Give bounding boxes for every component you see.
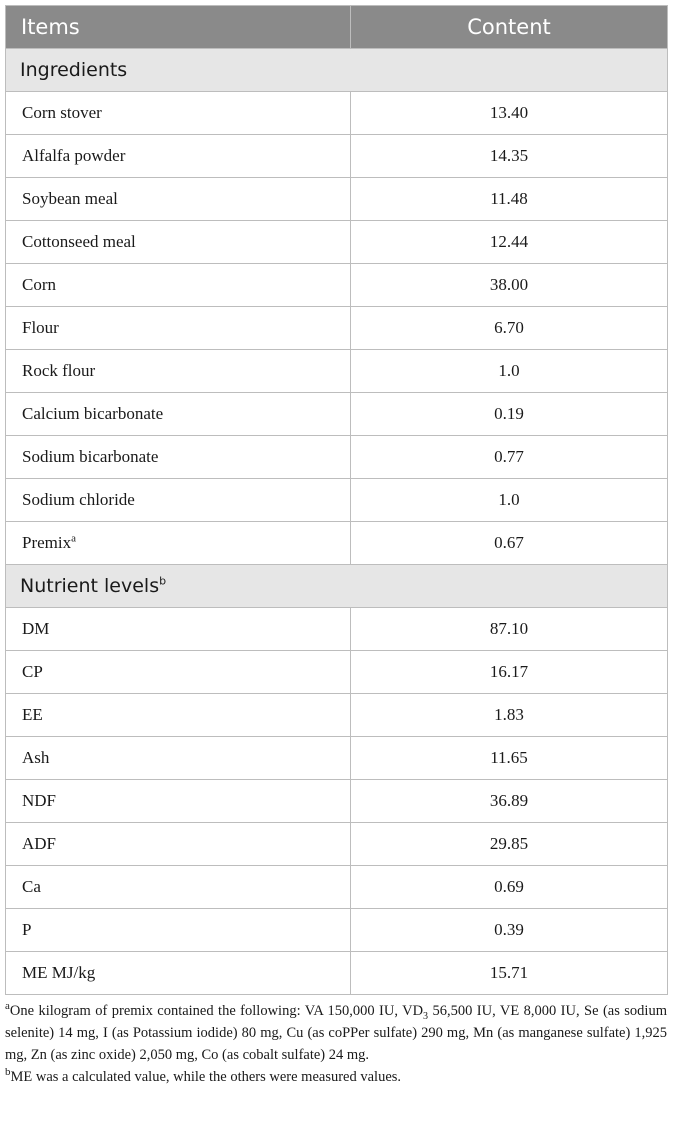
- value-cell: 36.89: [351, 780, 668, 823]
- value-cell: 12.44: [351, 221, 668, 264]
- composition-table: [5, 5, 668, 995]
- item-cell: [6, 350, 351, 393]
- footnote-b: [5, 1066, 667, 1088]
- table-row: [6, 866, 668, 909]
- value-cell: 13.40: [351, 92, 668, 135]
- item-cell: [6, 780, 351, 823]
- section-title-text: Nutrient levels: [20, 575, 160, 597]
- item-cell: [6, 522, 351, 565]
- value-cell: 11.65: [351, 737, 668, 780]
- table-row: [6, 264, 668, 307]
- table-row: [6, 135, 668, 178]
- section-title-text: Ingredients: [20, 59, 128, 81]
- item-cell: [6, 436, 351, 479]
- item-name: Cottonseed meal: [22, 232, 136, 251]
- item-cell: [6, 479, 351, 522]
- value-cell: 1.0: [351, 350, 668, 393]
- table-body: [6, 49, 668, 995]
- footnote-b-marker: b: [5, 1066, 11, 1079]
- item-cell: [6, 608, 351, 651]
- footnote-a-text-2: 56,500 IU, VE 8,000 IU, Se (as sodium selenite) 14 mg, I (as Potassium iodide) 80 mg, Cu (as coPPer sulfate) 290 mg, Mn (as manganese sulfate) 1,925 mg, Zn (as zinc oxide) 2,050 mg, Co (as cobalt sulfate) 24 mg.: [5, 1003, 667, 1063]
- value-cell: 29.85: [351, 823, 668, 866]
- value-cell: 16.17: [351, 651, 668, 694]
- item-name: CP: [22, 662, 43, 681]
- value-cell: 0.69: [351, 866, 668, 909]
- item-cell: [6, 221, 351, 264]
- section-header-row: [6, 565, 668, 608]
- footnote-a-text-1: One kilogram of premix contained the following: VA 150,000 IU, VD: [9, 1003, 424, 1019]
- item-name: EE: [22, 705, 43, 724]
- value-cell: 14.35: [351, 135, 668, 178]
- item-footnote-marker: a: [71, 532, 76, 545]
- item-cell: [6, 307, 351, 350]
- footnote-a-marker: a: [5, 1000, 10, 1013]
- item-name: ADF: [22, 834, 57, 853]
- table-header-row: [6, 6, 668, 49]
- item-name: P: [22, 920, 32, 939]
- table-row: [6, 780, 668, 823]
- section-title: [6, 565, 668, 608]
- item-name: Rock flour: [22, 361, 96, 380]
- item-name: Ash: [22, 748, 50, 767]
- item-name: Premix: [22, 533, 72, 552]
- table-row: [6, 221, 668, 264]
- table-row: [6, 737, 668, 780]
- item-name: Ca: [22, 877, 41, 896]
- item-cell: [6, 694, 351, 737]
- item-cell: [6, 135, 351, 178]
- value-cell: 0.67: [351, 522, 668, 565]
- table-row: [6, 608, 668, 651]
- item-cell: [6, 866, 351, 909]
- table-row: [6, 952, 668, 995]
- table-row: [6, 178, 668, 221]
- table-row: [6, 651, 668, 694]
- footnote-a-subscript: 3: [423, 1010, 429, 1022]
- footnotes: [5, 1000, 667, 1088]
- footnote-a: [5, 1000, 667, 1066]
- item-cell: [6, 264, 351, 307]
- table-row: [6, 350, 668, 393]
- section-title: [6, 49, 668, 92]
- item-name: Sodium chloride: [22, 490, 135, 509]
- value-cell: 0.39: [351, 909, 668, 952]
- value-cell: 38.00: [351, 264, 668, 307]
- section-title-footnote-marker: b: [159, 574, 167, 588]
- table-row: [6, 694, 668, 737]
- table-row: [6, 909, 668, 952]
- table-row: [6, 436, 668, 479]
- value-cell: 1.0: [351, 479, 668, 522]
- footnote-b-text: ME was a calculated value, while the others were measured values.: [10, 1069, 402, 1085]
- value-cell: 0.77: [351, 436, 668, 479]
- table-row: [6, 823, 668, 866]
- value-cell: 11.48: [351, 178, 668, 221]
- item-name: Soybean meal: [22, 189, 118, 208]
- item-cell: [6, 651, 351, 694]
- table-row: [6, 522, 668, 565]
- table-row: [6, 393, 668, 436]
- table-row: [6, 92, 668, 135]
- value-cell: 15.71: [351, 952, 668, 995]
- table-row: [6, 307, 668, 350]
- item-cell: [6, 92, 351, 135]
- item-cell: [6, 823, 351, 866]
- header-items: Items: [6, 6, 351, 49]
- item-cell: [6, 737, 351, 780]
- item-name: ME MJ/kg: [22, 963, 96, 982]
- item-name: Corn: [22, 275, 56, 294]
- header-content: Content: [351, 6, 668, 49]
- item-name: Sodium bicarbonate: [22, 447, 159, 466]
- item-name: Flour: [22, 318, 59, 337]
- item-name: DM: [22, 619, 50, 638]
- item-name: Corn stover: [22, 103, 102, 122]
- item-cell: [6, 393, 351, 436]
- value-cell: 1.83: [351, 694, 668, 737]
- item-cell: [6, 909, 351, 952]
- item-name: NDF: [22, 791, 57, 810]
- section-header-row: [6, 49, 668, 92]
- value-cell: 87.10: [351, 608, 668, 651]
- value-cell: 6.70: [351, 307, 668, 350]
- item-cell: [6, 952, 351, 995]
- table-row: [6, 479, 668, 522]
- item-name: Calcium bicarbonate: [22, 404, 164, 423]
- value-cell: 0.19: [351, 393, 668, 436]
- item-cell: [6, 178, 351, 221]
- item-name: Alfalfa powder: [22, 146, 126, 165]
